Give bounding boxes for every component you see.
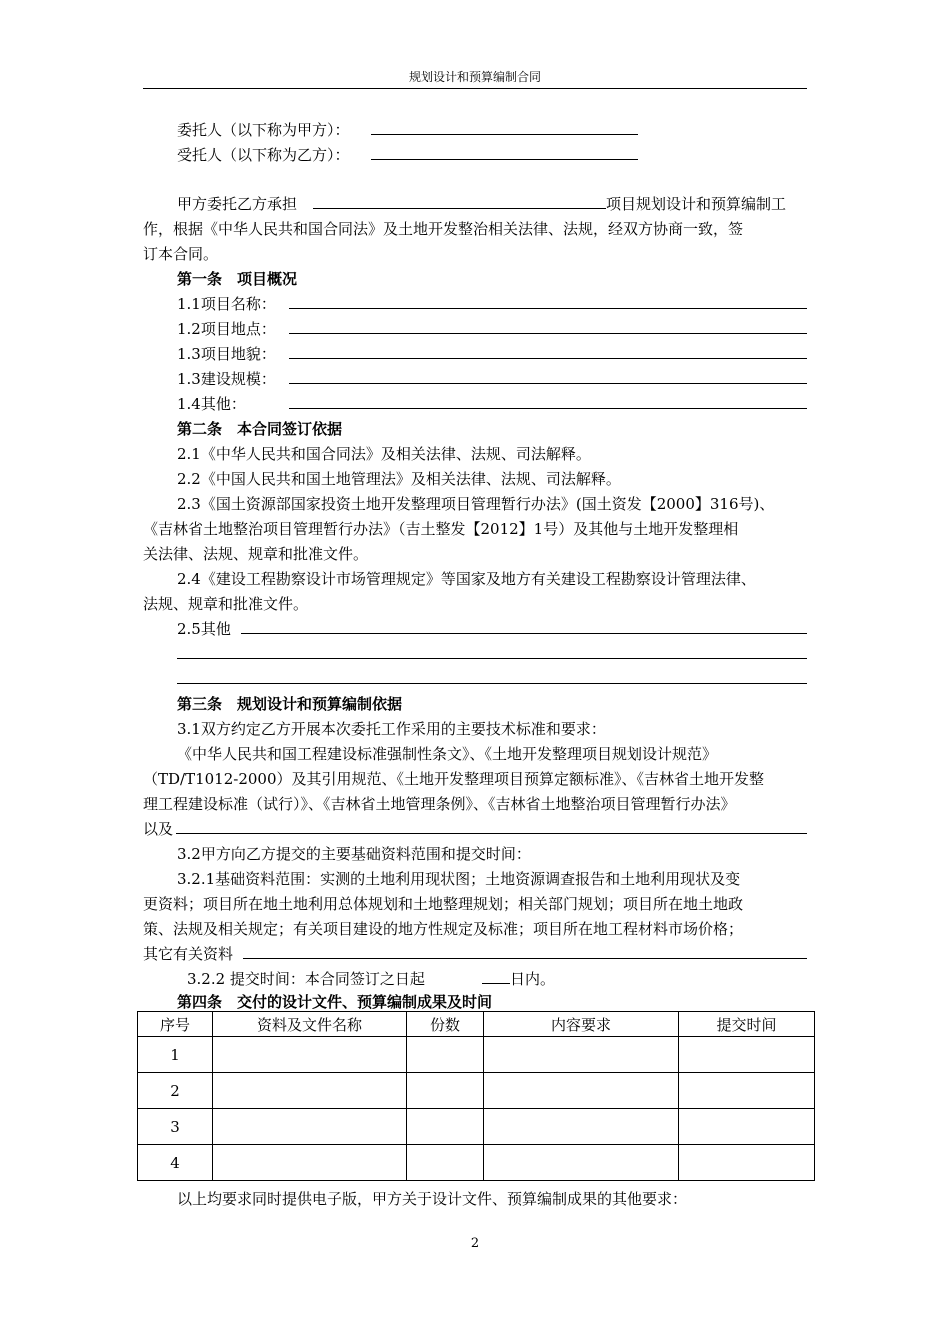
art3-p5-post: 日内。 xyxy=(510,970,556,988)
cell-copies[interactable] xyxy=(407,1037,484,1073)
art3-p2b: （TD/T1012-2000）及其引用规范、《土地开发整理项目预算定额标准》、《吉林省土地开发整 xyxy=(143,770,765,788)
intro-line1-pre: 甲方委托乙方承担 xyxy=(177,195,298,213)
art2-p3a: 2.3《国土资源部国家投资土地开发整理项目管理暂行办法》(国土资发【2000】316号)、 xyxy=(177,495,775,513)
cell-name[interactable] xyxy=(213,1109,407,1145)
art1-name-blank[interactable] xyxy=(289,308,807,309)
art2-p3b: 《吉林省土地整治项目管理暂行办法》（吉土整发【2012】1号）及其他与土地开发整理相 xyxy=(143,520,739,538)
col-header-index: 序号 xyxy=(138,1012,213,1037)
article-2-title: 第二条 本合同签订依据 xyxy=(177,420,343,438)
art1-location-blank[interactable] xyxy=(289,333,807,334)
intro-line2: 作，根据《中华人民共和国合同法》及土地开发整治相关法律、法规，经双方协商一致，签 xyxy=(143,220,744,238)
cell-copies[interactable] xyxy=(407,1073,484,1109)
cell-date[interactable] xyxy=(679,1109,815,1145)
art3-p2a: 《中华人民共和国工程建设标准强制性条文》、《土地开发整理项目规划设计规范》 xyxy=(177,745,718,763)
table-row xyxy=(138,1109,815,1145)
art2-other-blank-1[interactable] xyxy=(241,633,807,634)
art2-other-blank-3[interactable] xyxy=(177,683,807,684)
art1-item-name: 1.1项目名称： xyxy=(177,295,276,313)
art2-other-blank-2[interactable] xyxy=(177,658,807,659)
table-row xyxy=(138,1037,815,1073)
art2-p1: 2.1《中华人民共和国合同法》及相关法律、法规、司法解释。 xyxy=(177,445,591,463)
client-label: 委托人（以下称为甲方）： xyxy=(177,121,350,139)
page-number: 2 xyxy=(470,1236,480,1251)
cell-date[interactable] xyxy=(679,1145,815,1181)
art3-p1: 3.1双方约定乙方开展本次委托工作采用的主要技术标准和要求： xyxy=(177,720,606,738)
cell-date[interactable] xyxy=(679,1073,815,1109)
client-blank[interactable] xyxy=(371,134,638,135)
cell-copies[interactable] xyxy=(407,1109,484,1145)
art2-p3c: 关法律、法规、规章和批准文件。 xyxy=(143,545,369,563)
cell-name[interactable] xyxy=(213,1145,407,1181)
header-rule xyxy=(143,88,807,89)
art1-landform-blank[interactable] xyxy=(289,358,807,359)
col-header-requirements: 内容要求 xyxy=(484,1012,679,1037)
art3-p4d: 其它有关资料 xyxy=(143,945,234,963)
project-name-blank[interactable] xyxy=(313,208,606,209)
row-index: 3 xyxy=(138,1109,213,1145)
row-index: 4 xyxy=(138,1145,213,1181)
table-header-row xyxy=(138,1012,815,1037)
col-header-copies: 份数 xyxy=(407,1012,484,1037)
art3-p4b: 更资料；项目所在地土地利用总体规划和土地整理规划；相关部门规划；项目所在地土地政 xyxy=(143,895,744,913)
art1-other-blank[interactable] xyxy=(289,408,807,409)
art3-p2d: 以及 xyxy=(143,820,174,838)
row-index: 2 xyxy=(138,1073,213,1109)
art2-p2: 2.2《中国人民共和国土地管理法》及相关法律、法规、司法解释。 xyxy=(177,470,621,488)
art1-item-location: 1.2项目地点： xyxy=(177,320,276,338)
art3-days-blank[interactable] xyxy=(482,983,510,984)
cell-requirements[interactable] xyxy=(484,1037,679,1073)
art1-item-other: 1.4其他： xyxy=(177,395,246,413)
art1-item-landform: 1.3项目地貌： xyxy=(177,345,276,363)
art2-p4a: 2.4《建设工程勘察设计市场管理规定》等国家及地方有关建设工程勘察设计管理法律、 xyxy=(177,570,756,588)
cell-requirements[interactable] xyxy=(484,1109,679,1145)
art4-footer: 以上均要求同时提供电子版，甲方关于设计文件、预算编制成果的其他要求： xyxy=(177,1190,688,1208)
table-row xyxy=(138,1145,815,1181)
cell-date[interactable] xyxy=(679,1037,815,1073)
cell-copies[interactable] xyxy=(407,1145,484,1181)
article-1-title: 第一条 项目概况 xyxy=(177,270,298,288)
art3-materials-blank[interactable] xyxy=(243,958,807,959)
cell-name[interactable] xyxy=(213,1037,407,1073)
contractor-blank[interactable] xyxy=(371,159,638,160)
art3-p4a: 3.2.1基础资料范围：实测的土地利用现状图；土地资源调查报告和土地利用现状及变 xyxy=(177,870,741,888)
deliverables-table xyxy=(137,1011,815,1181)
intro-line3: 订本合同。 xyxy=(143,245,219,263)
col-header-name: 资料及文件名称 xyxy=(213,1012,407,1037)
art3-p2c: 理工程建设标准（试行）》、《吉林省土地管理条例》、《吉林省土地整治项目管理暂行办法》 xyxy=(143,795,736,813)
art2-p5: 2.5其他 xyxy=(177,620,231,638)
art3-standards-blank[interactable] xyxy=(176,833,807,834)
running-header: 规划设计和预算编制合同 xyxy=(408,70,541,84)
art1-item-scale: 1.3建设规模： xyxy=(177,370,276,388)
table-row xyxy=(138,1073,815,1109)
cell-name[interactable] xyxy=(213,1073,407,1109)
art1-scale-blank[interactable] xyxy=(289,383,807,384)
art3-p3: 3.2甲方向乙方提交的主要基础资料范围和提交时间： xyxy=(177,845,531,863)
art2-p4b: 法规、规章和批准文件。 xyxy=(143,595,309,613)
art3-p4c: 策、法规及相关规定；有关项目建设的地方性规定及标准；项目所在地工程材料市场价格； xyxy=(143,920,744,938)
row-index: 1 xyxy=(138,1037,213,1073)
cell-requirements[interactable] xyxy=(484,1073,679,1109)
article-4-title: 第四条 交付的设计文件、预算编制成果及时间 xyxy=(177,993,493,1011)
article-3-title: 第三条 规划设计和预算编制依据 xyxy=(177,695,403,713)
cell-requirements[interactable] xyxy=(484,1145,679,1181)
art3-p5-pre: 3.2.2 提交时间：本合同签订之日起 xyxy=(187,970,425,988)
col-header-date: 提交时间 xyxy=(679,1012,815,1037)
contractor-label: 受托人（以下称为乙方）： xyxy=(177,146,350,164)
intro-line1-post: 项目规划设计和预算编制工 xyxy=(606,195,787,213)
